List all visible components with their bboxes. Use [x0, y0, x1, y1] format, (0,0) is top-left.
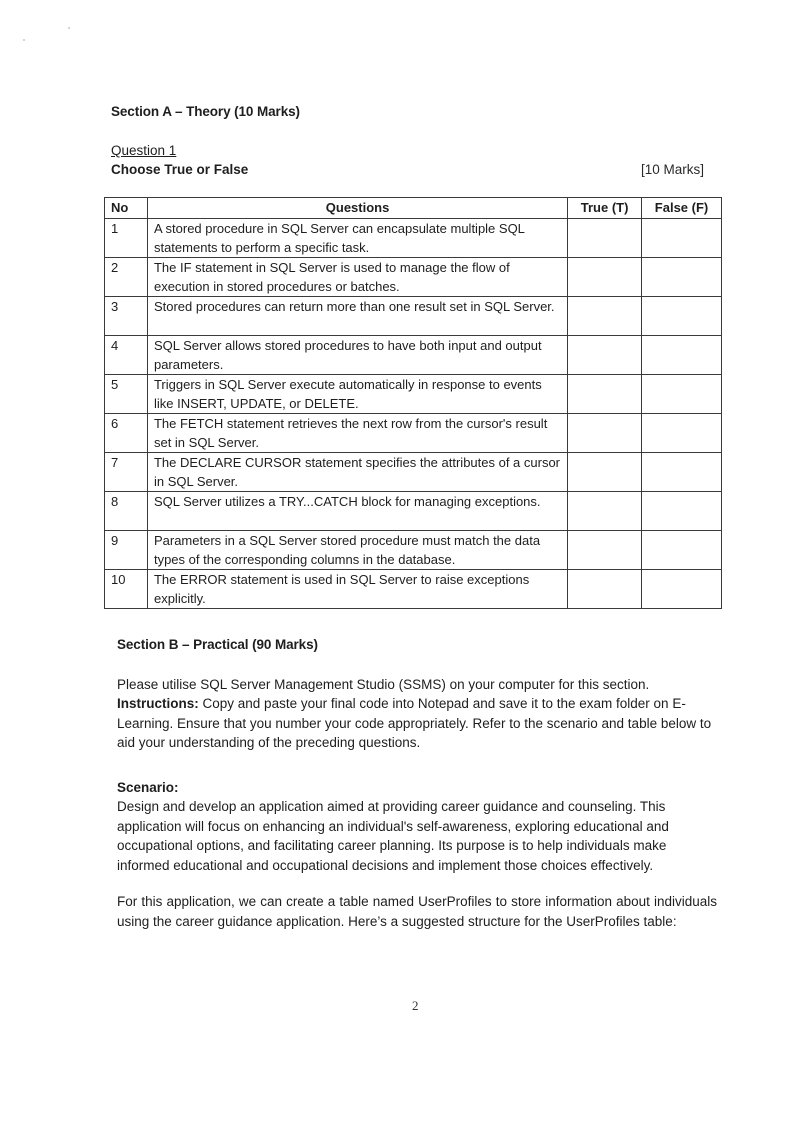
row-question: Triggers in SQL Server execute automatically in response to events like INSERT, UPDATE, or DELETE. — [147, 375, 567, 414]
false-answer-cell[interactable] — [642, 531, 722, 570]
false-answer-cell[interactable] — [642, 219, 722, 258]
false-answer-cell[interactable] — [642, 336, 722, 375]
row-question: SQL Server utilizes a TRY...CATCH block for managing exceptions. — [147, 492, 567, 531]
true-answer-cell[interactable] — [568, 492, 642, 531]
table-row — [105, 570, 722, 609]
header-false: False (F) — [642, 198, 722, 219]
row-question: The IF statement in SQL Server is used to manage the flow of execution in stored procedures or batches. — [147, 258, 567, 297]
table-row — [105, 414, 722, 453]
row-number: 6 — [105, 414, 148, 453]
row-number: 8 — [105, 492, 148, 531]
table-header-row — [105, 198, 722, 219]
row-question: The FETCH statement retrieves the next row from the cursor's result set in SQL Server. — [147, 414, 567, 453]
table-intro-text: For this application, we can create a table named UserProfiles to store information about individuals using the career guidance application. Here’s a suggested structure for the UserProfiles table: — [117, 894, 717, 929]
row-question: The ERROR statement is used in SQL Server to raise exceptions explicitly. — [147, 570, 567, 609]
row-question: The DECLARE CURSOR statement specifies the attributes of a cursor in SQL Server. — [147, 453, 567, 492]
false-answer-cell[interactable] — [642, 258, 722, 297]
row-number: 2 — [105, 258, 148, 297]
true-answer-cell[interactable] — [568, 258, 642, 297]
question-instruction: Choose True or False — [111, 162, 249, 177]
false-answer-cell[interactable] — [642, 492, 722, 531]
header-true: True (T) — [568, 198, 642, 219]
section-b-intro: Please utilise SQL Server Management Studio (SSMS) on your computer for this section. — [117, 677, 650, 692]
true-answer-cell[interactable] — [568, 414, 642, 453]
true-answer-cell[interactable] — [568, 570, 642, 609]
instructions-label: Instructions: — [117, 696, 199, 711]
row-question: Stored procedures can return more than one result set in SQL Server. — [147, 297, 567, 336]
section-a-title: Section A – Theory (10 Marks) — [111, 104, 300, 119]
row-number: 4 — [105, 336, 148, 375]
row-question: A stored procedure in SQL Server can encapsulate multiple SQL statements to perform a specific task. — [147, 219, 567, 258]
table-row — [105, 375, 722, 414]
true-false-table — [104, 197, 722, 609]
table-row — [105, 297, 722, 336]
question-marks: [10 Marks] — [641, 162, 705, 177]
scenario-text: Design and develop an application aimed at providing career guidance and counseling. This application will focus on enhancing an individual's self-awareness, exploring educational and occupational options, and facilitating career planning. Its purpose is to help individuals make informed educational and occupational decisions and implement those choices effectively. — [117, 799, 669, 873]
row-number: 7 — [105, 453, 148, 492]
header-no: No — [105, 198, 148, 219]
table-row — [105, 219, 722, 258]
table-row — [105, 531, 722, 570]
table-row — [105, 258, 722, 297]
false-answer-cell[interactable] — [642, 297, 722, 336]
table-row — [105, 492, 722, 531]
false-answer-cell[interactable] — [642, 375, 722, 414]
true-answer-cell[interactable] — [568, 219, 642, 258]
false-answer-cell[interactable] — [642, 570, 722, 609]
section-b-title: Section B – Practical (90 Marks) — [117, 637, 318, 652]
page-number: 2 — [412, 998, 419, 1013]
section-b-instructions — [117, 694, 717, 753]
true-answer-cell[interactable] — [568, 375, 642, 414]
table-row — [105, 336, 722, 375]
true-answer-cell[interactable] — [568, 531, 642, 570]
true-answer-cell[interactable] — [568, 297, 642, 336]
question-label: Question 1 — [111, 143, 177, 158]
row-number: 5 — [105, 375, 148, 414]
row-number: 1 — [105, 219, 148, 258]
false-answer-cell[interactable] — [642, 414, 722, 453]
instructions-text: Copy and paste your final code into Notepad and save it to the exam folder on E-Learning. Ensure that you number your code appropriately. Refer to the scenario and table below to aid your understanding of the preceding questions. — [117, 696, 712, 750]
true-answer-cell[interactable] — [568, 453, 642, 492]
row-number: 9 — [105, 531, 148, 570]
row-question: Parameters in a SQL Server stored procedure must match the data types of the corresponding columns in the database. — [147, 531, 567, 570]
header-questions: Questions — [147, 198, 567, 219]
scenario-label: Scenario: — [117, 780, 179, 795]
row-number: 10 — [105, 570, 148, 609]
scan-speck — [68, 27, 70, 29]
scan-speck — [23, 39, 25, 41]
true-answer-cell[interactable] — [568, 336, 642, 375]
row-number: 3 — [105, 297, 148, 336]
table-row — [105, 453, 722, 492]
false-answer-cell[interactable] — [642, 453, 722, 492]
row-question: SQL Server allows stored procedures to have both input and output parameters. — [147, 336, 567, 375]
